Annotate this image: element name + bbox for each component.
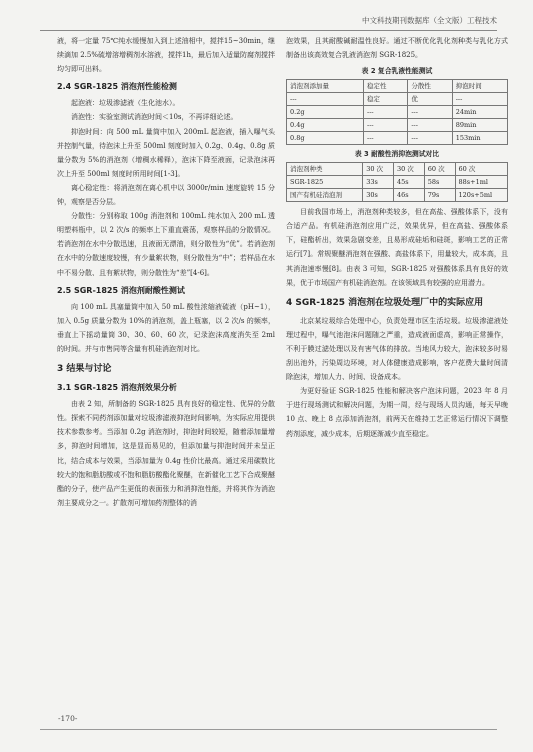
table-cell: --- (364, 119, 408, 132)
table-cell: 优 (408, 93, 452, 106)
section-heading-2-5: 2.5 SGR-1825 消泡剂耐酸性测试 (57, 285, 185, 295)
right-column (286, 34, 508, 441)
table-cell: --- (364, 106, 408, 119)
table-3-caption: 表 3 耐酸性消抑泡测试对比 (354, 150, 440, 159)
page-number: -170- (58, 714, 78, 723)
table-cell: --- (408, 119, 452, 132)
section-heading-4: 4 SGR-1825 消泡剂在垃圾处理厂中的实际应用 (286, 297, 484, 308)
table-row (287, 106, 508, 119)
table-cell: 0.2g (287, 106, 364, 119)
table-cell: 45s (393, 176, 424, 189)
table-row (287, 119, 508, 132)
table-header-row (287, 80, 508, 93)
paragraph: 北京某垃圾综合处理中心，负责处理市区生活垃圾。垃圾渗滤液处理过程中，曝气池泡沫问题随之严重，造成液面虚高，影响正常操作，不利于膜过滤处理以及有害气体的排放。当地风力较大，泡沫较多时易刮出池外，污染周边环境，对人体健康造成影响，客户花费大量时间清除泡沫，增加人力、时间、设备成本。 (286, 316, 508, 382)
table-3 (286, 162, 508, 202)
table-cell: 33s (363, 176, 394, 189)
paragraph: 消泡性：实验室测试消泡时间＜10s，不再详细论述。 (71, 113, 238, 122)
table-cell: --- (408, 106, 452, 119)
table-row (287, 189, 508, 202)
table-header-cell: 30 次 (363, 163, 394, 176)
running-header (40, 14, 497, 31)
table-cell: --- (287, 93, 364, 106)
table-header-cell: 分散性 (408, 80, 452, 93)
table-cell: 58s (424, 176, 455, 189)
table-cell: 46s (393, 189, 424, 202)
paragraph: 起泡液：垃圾渗滤液（生化池水）。 (71, 99, 180, 108)
table-cell: 120s+5ml (455, 189, 507, 202)
table-cell: --- (452, 93, 507, 106)
table-header-cell: 60 次 (424, 163, 455, 176)
table-header-row (287, 163, 508, 176)
table-2 (286, 79, 508, 145)
section-heading-3-1: 3.1 SGR-1825 消泡剂效果分析 (57, 383, 177, 393)
paragraph: 抑泡时间：向 500 mL 量筒中加入 200mL 起泡液，插入曝气头并控制气量，待泡沫上升至 500ml 刻度时加入 0.2g、0.4g、0.8g 质量分数为 5%的消泡剂（增稠水稀释），泡沫下降至液面，记录泡沫再次上升至 500ml 刻度时所用时间[1-3]。 (57, 127, 275, 178)
section-heading-3: 3 结果与讨论 (57, 364, 112, 375)
table-cell: 30s (363, 189, 394, 202)
table-2-caption: 表 2 复合乳液性能测试 (361, 67, 433, 76)
paragraph: 液，将一定量 75℃纯水缓慢加入到上述油相中，搅拌15~30min，继续滴加 2.5%硫增溶增稠剂水溶液，搅拌1h，最后加入适量防腐剂搅拌均匀即可出料。 (57, 37, 275, 74)
table-cell: 24min (452, 106, 507, 119)
table-cell: 0.8g (287, 132, 364, 145)
table-row (287, 132, 508, 145)
paragraph: 离心稳定性：将消泡剂在离心机中以 3000r/min 速度旋转 15 分钟，观察是否分层。 (57, 183, 275, 207)
bottom-rule (40, 729, 497, 730)
paragraph: 分散性：分别称取 100g 消泡剂和 100mL 纯水加入 200 mL 透明塑料瓶中，以 2 次/s 的频率上下重直震荡，观察样品的分散情况。若消泡剂在水中分散迅速，且液面无漂油，则分散性为“优”。若消泡剂在水中的分散速度较慢，有少量絮状物，则分散性为“中”；若样品在水中不易分散、且有絮状物，则分散性为“差”[4-6]。 (57, 212, 275, 277)
paragraph: 由表 2 知，所制备的 SGR-1825 具有良好的稳定性、优异的分散性。探索不同药剂添加量对垃圾渗滤液抑泡时间影响，为实际应用提供技术参数参考。当添加 0.2g 消泡剂时，抑泡时间较短，随着添加量增多，抑泡时间增加，这是显而易见的，但添加量与抑泡时间并未呈正比，结合成本与效果，当添加量为 0.4g 性价比最高。通过采用碳数比较大的饱和脂肪酸或不饱和脂肪酸酯化聚醚，在新催化工艺下合成聚醚酯的分子，使产品产生更低的表面张力和消抑泡性能，并将其作为消泡剂主要成分之一。扩散剂可增加药剂整体的消 (57, 400, 275, 507)
paragraph: 目前我国市场上，消泡剂种类较多，但在高盐、强酸体系下，没有合适产品。有机硅消泡剂应用广泛，效果优异，但在高盐、强酸体系下，硅酯析出，效果急剧变差，且易形成硅垢和硅斑，影响工艺的正常运行[7]。常规聚醚消泡剂在强酸、高盐体系下，用量较大，成本高，且其消泡速率慢[8]。由表 3 可知，SGR-1825 对强酸体系具有良好的效果，优于市场国产有机硅消泡剂。在该领域具有较强的应用潜力。 (286, 208, 508, 287)
table-header-cell: 30 次 (393, 163, 424, 176)
table-cell: --- (408, 132, 452, 145)
journal-title: 中文科技期刊数据库（全文版）工程技术 (362, 16, 497, 25)
table-cell: 88s+1ml (455, 176, 507, 189)
table-header-cell: 稳定性 (364, 80, 408, 93)
table-cell: 153min (452, 132, 507, 145)
table-header-cell: 消泡剂添加量 (287, 80, 364, 93)
paragraph: 向 100 mL 具塞量筒中加入 50 mL 酸性浓缩液硫液（pH~1），加入 0.5g 质量分数为 10%的消泡剂，盖上瓶塞，以 2 次/s 的频率，垂直上下摇动量筒 30、30、60、60 次，记录泡沫高度消失至 2ml 的时间。并与市售同等含量有机硅消泡剂对比。 (57, 302, 275, 353)
table-row (287, 176, 508, 189)
table-header-cell: 消泡剂种类 (287, 163, 363, 176)
paragraph: 为更好验证 SGR-1825 性能和解决客户泡沫问题，2023 年 8 月于进行现场测试和解决问题，为期一周，经与现场人员沟通，每天早晚 10 点、晚上 8 点添加消泡剂，前两天在维持工艺正常运行情况下调整药剂添度，减少成本，后期逐渐减少直至稳定。 (286, 387, 508, 438)
table-cell: SGR-1825 (287, 176, 363, 189)
paragraph: 泡效果，且其耐酸碱耐温性良好。通过不断优化乳化剂种类与乳化方式制备出该高效复合乳液消泡剂 SGR-1825。 (286, 37, 508, 60)
table-cell: 89min (452, 119, 507, 132)
table-header-cell: 60 次 (455, 163, 507, 176)
table-cell: 79s (424, 189, 455, 202)
section-heading-2-4: 2.4 SGR-1825 消泡剂性能检测 (57, 82, 177, 92)
left-column (57, 34, 275, 510)
table-cell: 国产有机硅消泡剂 (287, 189, 363, 202)
table-cell: --- (364, 132, 408, 145)
table-row (287, 93, 508, 106)
table-header-cell: 抑泡时间 (452, 80, 507, 93)
table-cell: 0.4g (287, 119, 364, 132)
table-cell: 稳定 (364, 93, 408, 106)
